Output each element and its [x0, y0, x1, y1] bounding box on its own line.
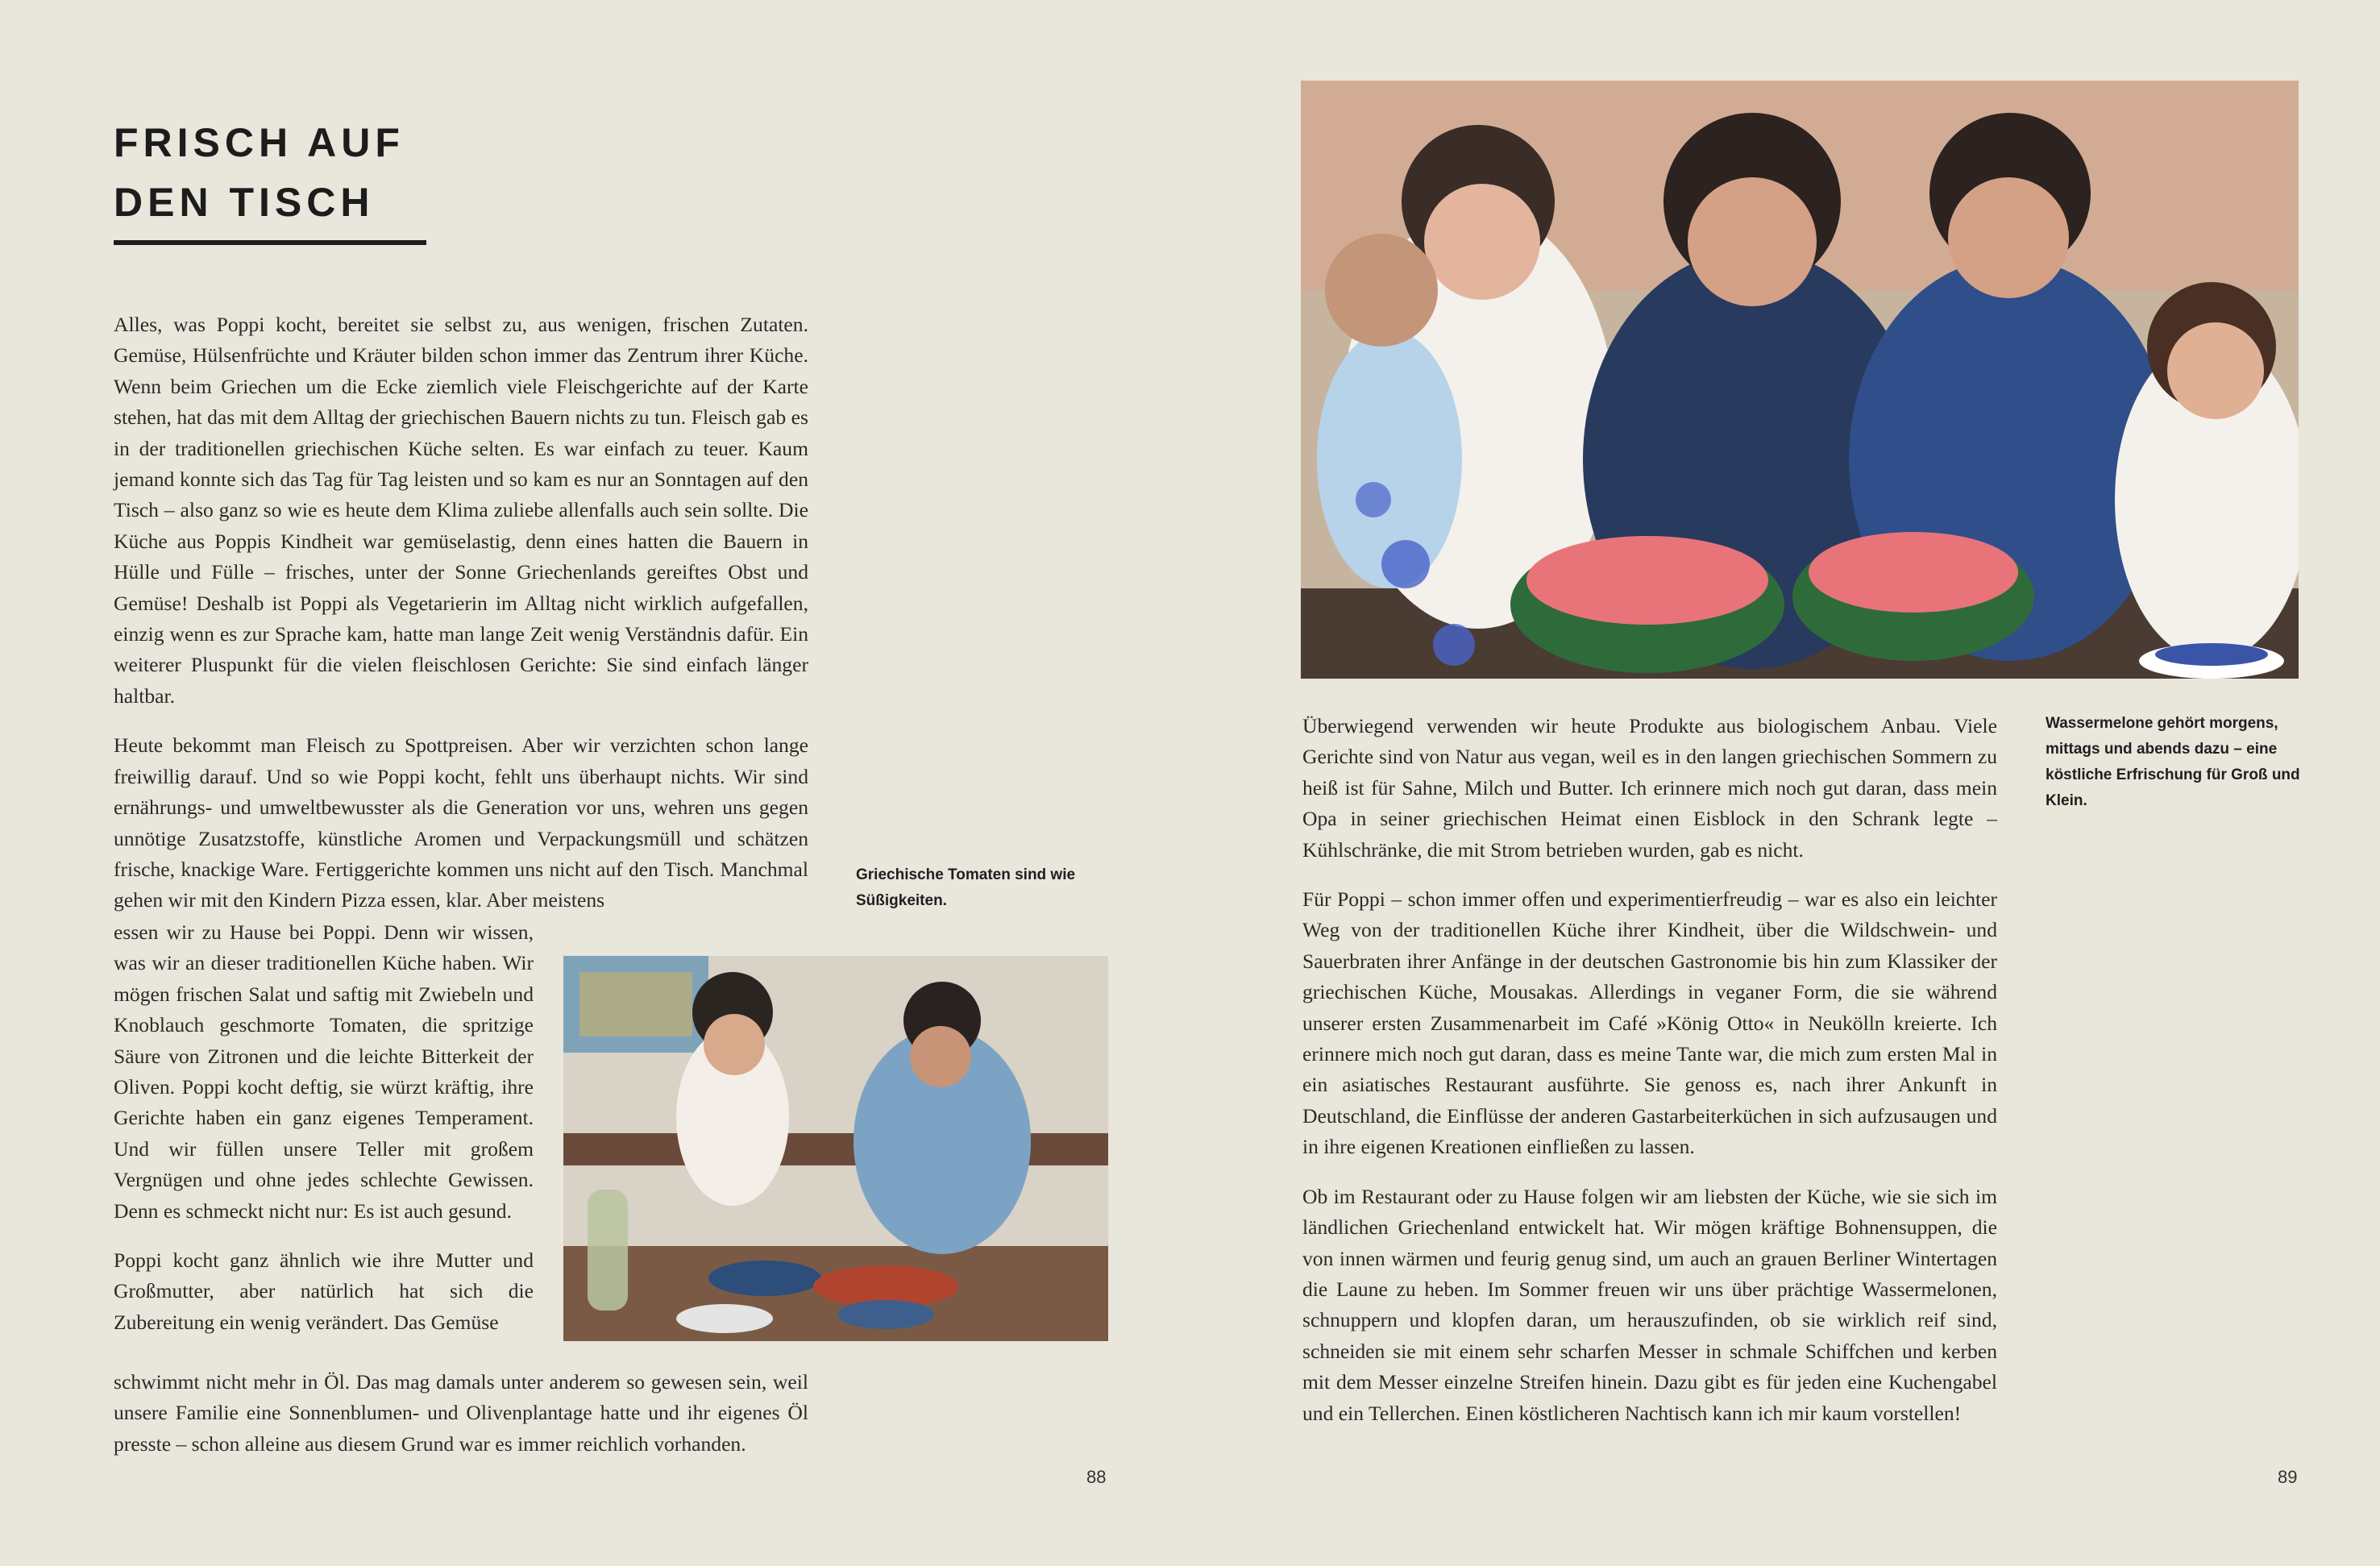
page-number-right: 89 [2278, 1467, 2298, 1487]
photo-watermelon-family [1301, 81, 2299, 679]
left-paragraph-2b: essen wir zu Hause bei Poppi. Denn wir wissen, was wir an dieser traditionellen Küche haben. Wir mögen frischen Salat und saftig mit Zwiebeln und Knoblauch geschmorte Tomaten, die spritzige Säure von Zitronen und die leichte Bitterkeit der Oliven. Poppi kocht deftig, sie würzt kräftig, ihre Gerichte haben ein ganz eigenes Temperament. Und wir füllen unsere Teller mit großem Vergnügen und ohne jedes schlechte Gewissen. Denn es schmeckt nicht nur: Es ist auch gesund. [114, 920, 534, 1223]
right-column [1302, 711, 1997, 1448]
left-paragraph-3a: Poppi kocht ganz ähnlich wie ihre Mutter und Großmutter, aber natürlich hat sich die Zubereitung ein wenig verändert. Das Gemüse [114, 1248, 534, 1334]
left-column-wrap [114, 917, 534, 1338]
page-title [114, 113, 405, 232]
left-column-top [114, 309, 808, 935]
left-paragraph-3b: schwimmt nicht mehr in Öl. Das mag damals unter anderem so gewesen sein, weil unsere Familie eine Sonnenblumen- und Olivenplantage hatte und ihr eigenes Öl presste – schon alleine aus diesem Grund war es immer reichlich vorhanden. [114, 1370, 808, 1456]
photo-kitchen-tomatoes [563, 956, 1108, 1341]
right-paragraph-3: Ob im Restaurant oder zu Hause folgen wir am liebsten der Küche, wie sie sich im ländlichen Griechenland entwickelt hat. Wir mögen kräftige Bohnensuppen, die von innen wärmen und feurig genug sind, um auch an grauen Berliner Wintertagen die Laune zu heben. Im Sommer freuen wir uns über prächtige Wassermelonen, schnuppern und klopfen daran, um herauszufinden, ob sie wirklich reif sind, schneiden sie mit einem sehr scharfen Messer in schmale Schiffchen und kerben mit dem Messer einzelne Streifen hinein. Dazu gibt es für jeden eine Kuchengabel und ein Tellerchen. Einen köstlicheren Nachtisch kann ich mir kaum vorstellen! [1302, 1184, 1997, 1425]
left-paragraph-1: Alles, was Poppi kocht, bereitet sie selbst zu, aus wenigen, frischen Zutaten. Gemüse, Hülsenfrüchte und Kräuter bilden schon immer das Zentrum ihrer Küche. Wenn beim Griechen um die Ecke ziemlich viele Fleischgerichte auf der Karte stehen, hat das mit dem Alltag der griechischen Bauern nichts zu tun. Fleisch gab es in der traditionellen griechischen Küche selten. Es war einfach zu teuer. Kaum jemand konnte sich das Tag für Tag leisten und so kam es nur an Sonntagen auf den Tisch – also ganz so wie es heute dem Klima zuliebe allenfalls auch sein sollte. Die Küche aus Poppis Kindheit war gemüselastig, denn eines hatten die Bauern in Hülle und Fülle – frisches, unter der Sonne Griechenlands gereiftes Obst und Gemüse! Deshalb ist Poppi als Vegetarierin im Alltag nicht wirklich aufgefallen, einzig wenn es zur Sprache kam, hatte man lange Zeit wenig Verständnis dafür. Ein weiterer Pluspunkt für die vielen fleischlosen Gerichte: Sie sind einfach länger haltbar. [114, 313, 808, 708]
title-line-2: DEN TISCH [114, 180, 375, 225]
right-paragraph-2: Für Poppi – schon immer offen und experimentierfreudig – war es also ein leichter Weg von der traditionellen Küche ihrer Kindheit, über die Wildschwein- und Sauerbraten ihrer Anfänge in der deutschen Gastronomie bis hin zum Klassiker der griechischen Küche, Mousakas. Allerdings in veganer Form, die sie während unserer ersten Zusammenarbeit im Café »König Otto« in Neukölln kreierte. Ich erinnere mich noch gut daran, dass es meine Tante war, die mich zum ersten Mal in ein asiatisches Restaurant ausführte. Sie genoss es, nach ihrer Ankunft in Deutschland, die Einflüsse der anderen Gastarbeiterküchen in sich aufzusaugen und in ihre eigenen Kreationen einfließen zu lassen. [1302, 887, 1997, 1159]
left-column-bottom [114, 1367, 808, 1478]
left-paragraph-2a: Heute bekommt man Fleisch zu Spottpreisen. Aber wir verzichten schon lange freiwillig darauf. Und so wie Poppi kocht, fehlt uns überhaupt nichts. Wir sind ernährungs- und umweltbewusster als die Generation vor uns, wehren uns gegen unnötige Zusatzstoffe, künstliche Aromen und Verpackungsmüll und schätzen frische, knackige Ware. Fertiggerichte kommen uns nicht auf den Tisch. Manchmal gehen wir mit den Kindern Pizza essen, klar. Aber meistens [114, 733, 808, 912]
title-line-1: FRISCH AUF [114, 120, 405, 165]
photo-caption-watermelon: Wassermelone gehört morgens, mittags und abends dazu – eine köstliche Erfrischung für Groß und Klein. [2046, 715, 2300, 809]
title-underline [114, 240, 426, 245]
page-number-left: 88 [1086, 1467, 1107, 1487]
photo-caption-tomatoes: Griechische Tomaten sind wie Süßigkeiten. [856, 866, 1076, 909]
right-paragraph-1: Überwiegend verwenden wir heute Produkte aus biologischem Anbau. Viele Gerichte sind von Natur aus vegan, weil es in den langen griechischen Sommern zu heiß ist für Sahne, Milch und Butter. Ich erinnere mich noch gut daran, dass mein Opa in seiner griechischen Heimat einen Eisblock in den Schrank legte – Kühlschränke, die mit Strom betrieben wurden, gab es nicht. [1302, 714, 1997, 862]
